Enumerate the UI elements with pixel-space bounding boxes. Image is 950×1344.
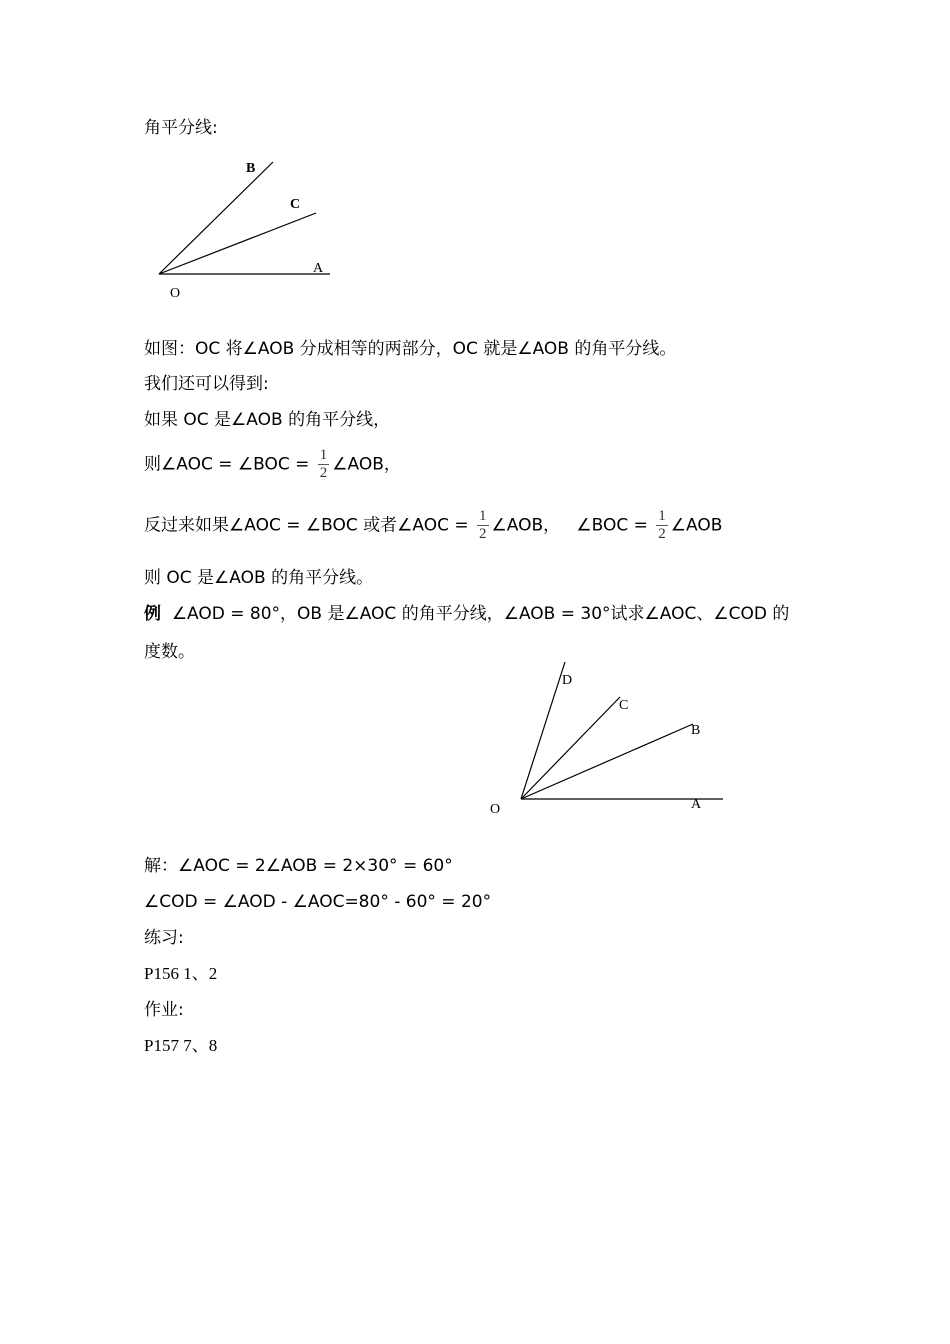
paragraph-definition: 如图：OC 将∠AOB 分成相等的两部分，OC 就是∠AOB 的角平分线。 [144,339,677,359]
fraction-one-half [318,447,330,482]
solution-line-2: ∠COD = ∠AOD - ∠AOC=80° - 60° = 20° [144,892,492,912]
figure-1-angle-bisector [159,161,330,301]
example-text: ∠AOD = 80°，OB 是∠AOC 的角平分线，∠AOB = 30°试求∠AOC、∠COD 的 [171,604,790,624]
then-prefix: 则∠AOC = ∠BOC = [144,454,315,475]
fraction-one-half [656,508,668,543]
label-c2: C [619,698,629,713]
fraction-one-half [477,508,489,543]
fraction-numerator: 1 [319,447,328,463]
converse-mid2: ∠BOC = [576,515,654,536]
homework-label: 作业: [144,1000,184,1020]
example-line-2: 度数。 [144,642,195,662]
example-line-1 [144,602,789,626]
label-b: B [246,161,256,176]
figure-2-example [490,662,723,817]
label-o2: O [490,802,501,817]
paragraph-if: 如果 OC 是∠AOB 的角平分线， [144,410,391,430]
converse-suffix: ∠AOB [670,515,723,536]
paragraph-conclusion: 则 OC 是∠AOB 的角平分线。 [144,568,374,588]
paragraph-then [144,447,401,482]
solution-line-1: 解：∠AOC = 2∠AOB = 2×30° = 60° [144,856,453,876]
practice-value: P156 1、2 [144,964,218,983]
label-c: C [290,197,301,212]
section-heading: 角平分线: [144,118,218,138]
label-d: D [562,673,573,688]
fraction-denominator: 2 [479,526,487,542]
example-label: 例 [144,604,161,624]
ray-od [521,662,565,799]
fraction-denominator: 2 [658,526,666,542]
fraction-numerator: 1 [658,508,666,524]
ray-oc [159,213,316,274]
paragraph-intro: 我们还可以得到: [144,374,269,394]
fraction-denominator: 2 [319,465,328,481]
label-a2: A [691,797,702,812]
label-a: A [313,261,324,276]
label-o: O [170,286,181,301]
converse-prefix: 反过来如果∠AOC = ∠BOC 或者∠AOC = [144,515,475,536]
fraction-numerator: 1 [479,508,487,524]
ray-oc2 [521,697,620,799]
converse-mid: ∠AOB， [491,515,561,536]
then-suffix: ∠AOB， [332,454,401,475]
paragraph-converse [144,508,722,543]
ray-ob [159,162,273,274]
ray-ob2 [521,724,693,799]
label-b2: B [691,723,701,738]
homework-value: P157 7、8 [144,1036,218,1055]
practice-label: 练习: [144,928,184,948]
